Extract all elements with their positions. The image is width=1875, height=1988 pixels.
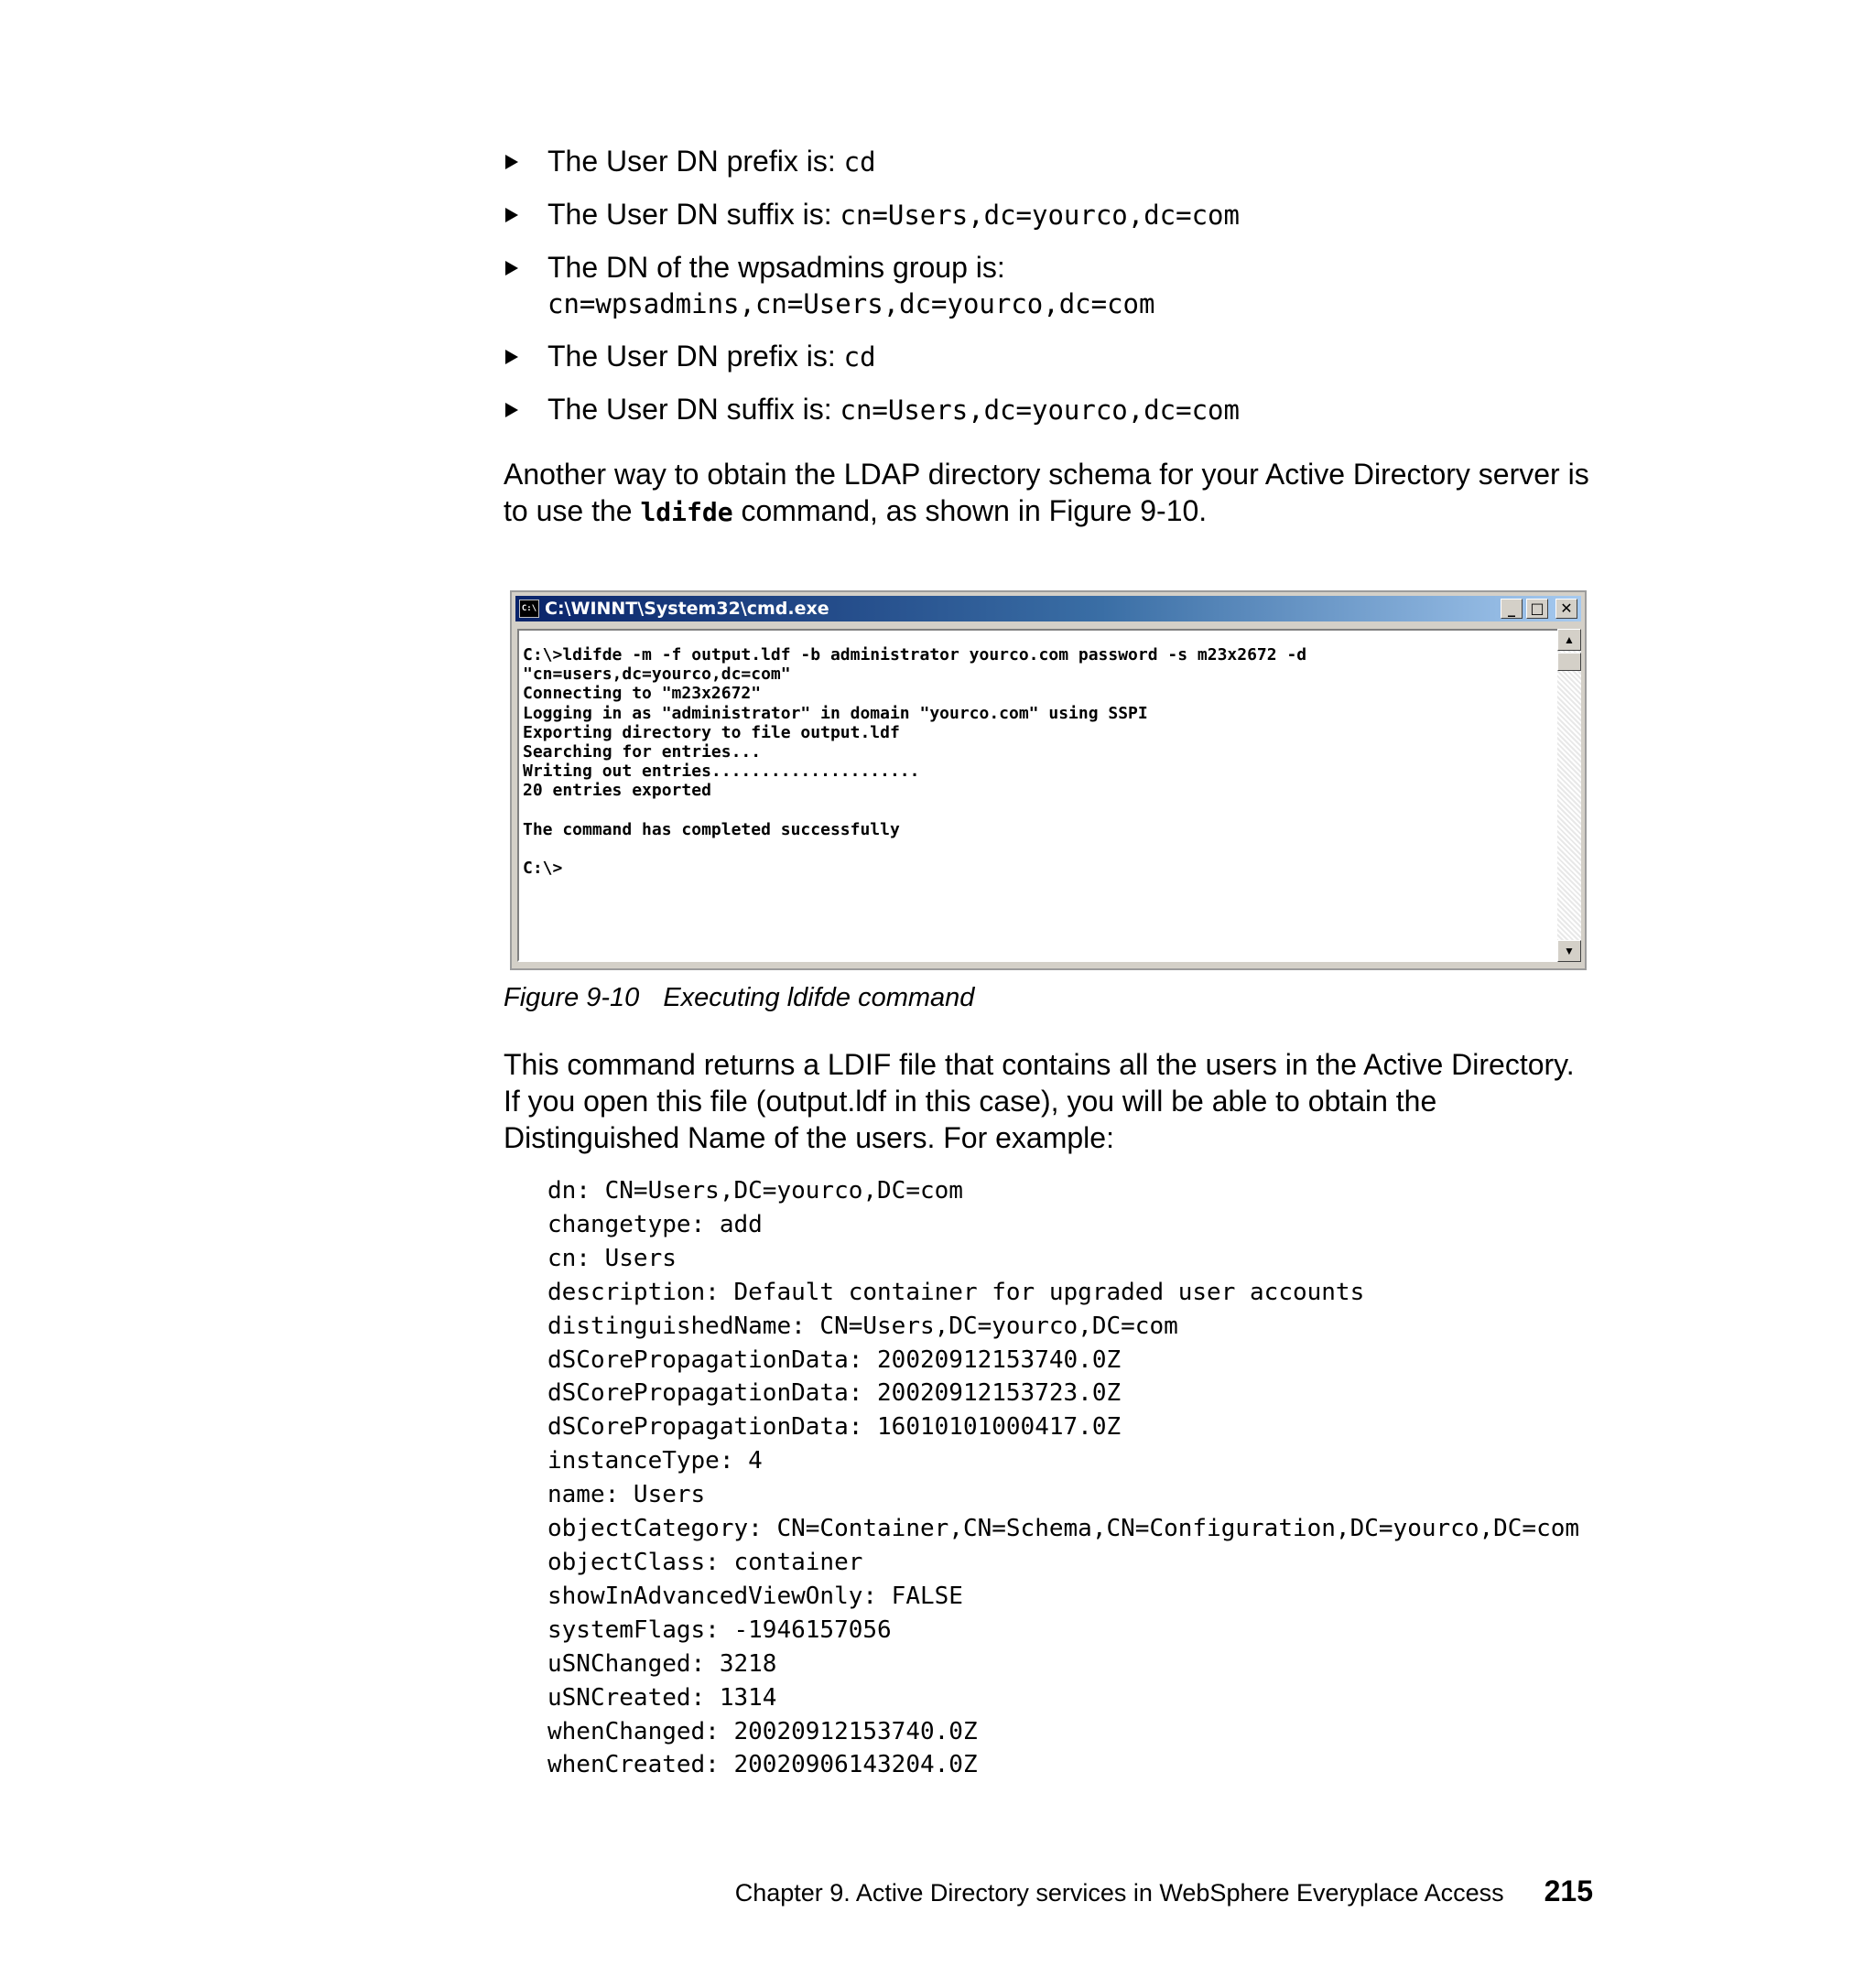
code-line: objectClass: container — [547, 1548, 863, 1576]
code-line: dSCorePropagationData: 16010101000417.0Z — [547, 1413, 1122, 1442]
code-line: uSNChanged: 3218 — [547, 1649, 777, 1678]
paragraph-text-before: Another way to obtain the LDAP directory schema for your Active Directory server is to use the — [504, 458, 1589, 527]
vertical-scrollbar[interactable] — [1557, 629, 1581, 962]
bullet-text: The User DN suffix is: — [547, 393, 840, 426]
console-line: The command has completed successfully — [523, 819, 900, 839]
page-number: 215 — [1544, 1875, 1593, 1907]
figure-caption — [504, 981, 974, 1014]
console-text — [519, 631, 1557, 878]
inline-command: ldifde — [640, 497, 733, 527]
code-line: distinguishedName: CN=Users,DC=yourco,DC=com — [547, 1312, 1178, 1340]
paragraph-ldif-description: This command returns a LDIF file that contains all the users in the Active Directory. If you open this file (output.ldf in this case), you will be able to obtain the Distinguished Name of the users. For example: — [504, 1048, 1575, 1154]
code-line: dSCorePropagationData: 20020912153740.0Z — [547, 1345, 1122, 1374]
bullet-triangle-icon — [505, 403, 518, 417]
ldif-code-block — [547, 1174, 1579, 1782]
bullet-value: cn=Users,dc=yourco,dc=com — [840, 200, 1240, 231]
console-line: Writing out entries..................... — [523, 762, 920, 782]
window-title-bar[interactable] — [515, 596, 1581, 621]
bullet-value: cn=wpsadmins,cn=Users,dc=yourco,dc=com — [547, 288, 1155, 319]
bullet-triangle-icon — [505, 261, 518, 276]
code-line: uSNCreated: 1314 — [547, 1683, 777, 1712]
page-footer — [0, 1875, 1593, 1909]
bullet-item — [504, 338, 1602, 375]
scroll-up-button[interactable]: ▲ — [1557, 629, 1581, 651]
bullet-item — [504, 249, 1602, 322]
bullet-text: The User DN prefix is: — [547, 340, 844, 373]
code-line: objectCategory: CN=Container,CN=Schema,CN=Configuration,DC=yourco,DC=com — [547, 1515, 1580, 1543]
code-line: changetype: add — [547, 1210, 763, 1238]
bullet-item — [504, 143, 1602, 180]
close-button[interactable]: ✕ — [1555, 599, 1577, 619]
bullet-item — [504, 391, 1602, 428]
code-line: description: Default container for upgraded user accounts — [547, 1278, 1365, 1306]
console-line: Exporting directory to file output.ldf — [523, 722, 900, 742]
bullet-triangle-icon — [505, 155, 518, 169]
bullet-text: The User DN prefix is: — [547, 145, 844, 178]
bullet-value: cn=Users,dc=yourco,dc=com — [840, 394, 1240, 426]
bullet-text: The DN of the wpsadmins group is: — [547, 251, 1005, 284]
code-line: dn: CN=Users,DC=yourco,DC=com — [547, 1177, 963, 1205]
console-line: C:\>ldifde -m -f output.ldf -b administrator yourco.com password -s m23x2672 -d — [523, 645, 1307, 664]
console-line: "cn=users,dc=yourco,dc=com" — [523, 664, 791, 685]
code-line: cn: Users — [547, 1244, 677, 1272]
window-title: C:\WINNT\System32\cmd.exe — [545, 599, 829, 619]
bullet-list — [504, 143, 1602, 444]
cmd-window — [510, 590, 1587, 970]
bullet-item — [504, 196, 1602, 233]
code-line: whenChanged: 20020912153740.0Z — [547, 1717, 978, 1745]
console-line: Connecting to "m23x2672" — [523, 684, 762, 704]
code-line: whenCreated: 20020906143204.0Z — [547, 1751, 978, 1779]
bullet-triangle-icon — [505, 208, 518, 222]
chapter-title: Chapter 9. Active Directory services in WebSphere Everyplace Access — [734, 1879, 1504, 1907]
paragraph-text-after: command, as shown in Figure 9-10. — [732, 494, 1208, 527]
minimize-button[interactable]: _ — [1501, 599, 1523, 619]
code-line: dSCorePropagationData: 20020912153723.0Z — [547, 1379, 1122, 1408]
bullet-value: cd — [843, 146, 876, 178]
console-line: C:\> — [523, 859, 563, 879]
code-line: showInAdvancedViewOnly: FALSE — [547, 1582, 963, 1610]
cmd-app-icon[interactable]: C:\ — [519, 600, 539, 618]
scroll-down-button[interactable]: ▼ — [1557, 940, 1581, 962]
bullet-triangle-icon — [505, 350, 518, 364]
code-line: name: Users — [547, 1481, 706, 1509]
figure-title: Executing ldifde command — [663, 983, 975, 1012]
bullet-value: cd — [843, 341, 876, 373]
console-output[interactable] — [517, 629, 1559, 962]
console-line: Logging in as "administrator" in domain "yourco.com" using SSPI — [523, 703, 1148, 723]
bullet-text: The User DN suffix is: — [547, 198, 840, 231]
code-line: systemFlags: -1946157056 — [547, 1615, 892, 1644]
figure-label: Figure 9-10 — [504, 983, 640, 1012]
scroll-thumb[interactable] — [1557, 653, 1581, 671]
console-line: 20 entries exported — [523, 781, 711, 801]
code-line: instanceType: 4 — [547, 1447, 763, 1475]
maximize-button[interactable]: □ — [1526, 599, 1548, 619]
paragraph-ldifde-intro — [504, 456, 1593, 531]
console-line: Searching for entries... — [523, 742, 762, 762]
